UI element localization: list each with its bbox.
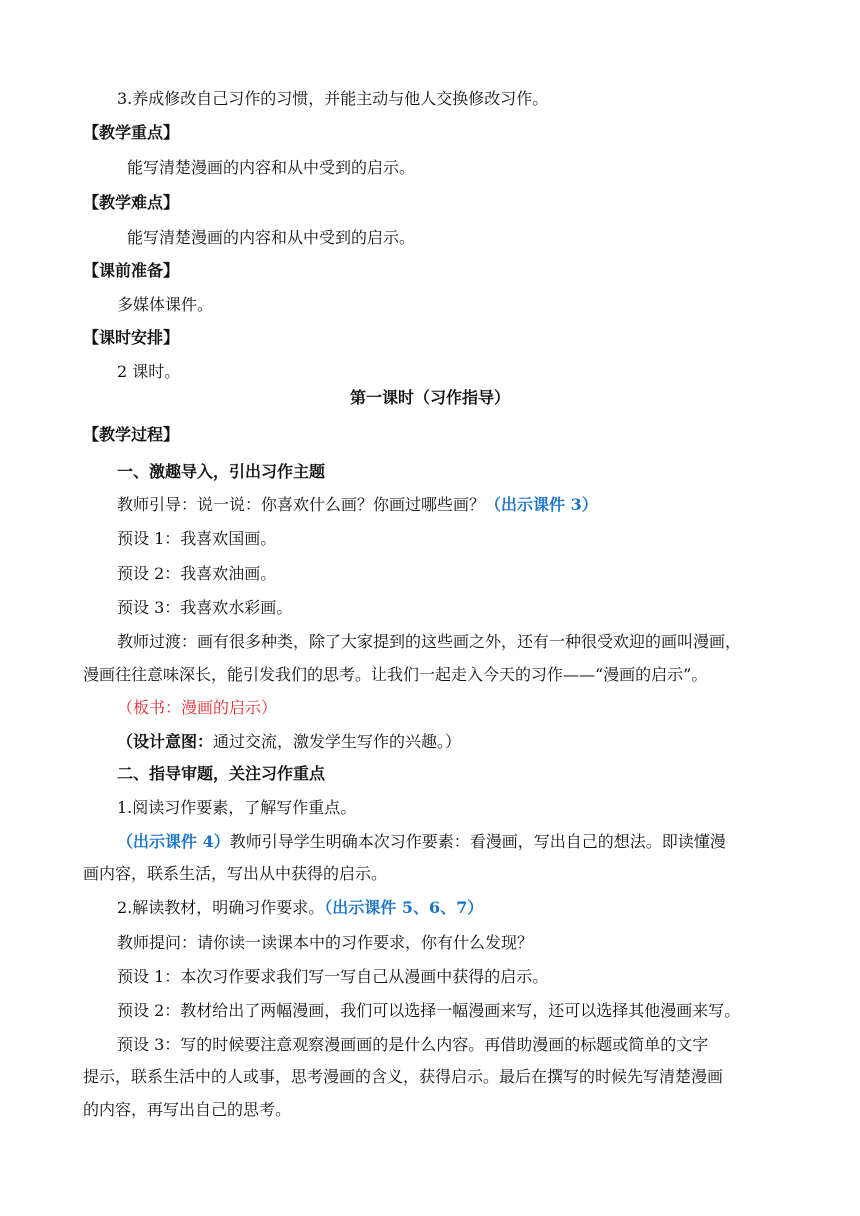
- section-2-title: 二、指导审题，关注习作重点: [117, 764, 326, 783]
- preset-response-3-line-1: 预设 3：写的时候要注意观察漫画画的是什么内容。再借助漫画的标题或简单的文字: [117, 1035, 709, 1054]
- preset-answer-3: 预设 3：我喜欢水彩画。: [117, 598, 293, 617]
- teaching-key-text: 能写清楚漫画的内容和从中受到的启示。: [127, 158, 416, 177]
- schedule-text: 2 课时。: [117, 362, 181, 381]
- section-1-title: 一、激趣导入，引出习作主题: [117, 462, 326, 481]
- heading-teaching-difficulty: 【教学难点】: [83, 193, 180, 212]
- preset-answer-2: 预设 2：我喜欢油画。: [117, 564, 277, 583]
- heading-teaching-key: 【教学重点】: [83, 123, 180, 142]
- courseware-tag-5-6-7: （出示课件 5、6、7）: [324, 898, 484, 917]
- heading-schedule: 【课时安排】: [83, 328, 180, 347]
- heading-preparation: 【课前准备】: [83, 261, 180, 280]
- preparation-text: 多媒体课件。: [117, 295, 214, 314]
- step-1-title: 1.阅读习作要素，了解写作重点。: [117, 798, 357, 817]
- courseware-tag-3: （出示课件 3）: [485, 495, 598, 514]
- board-note: （板书：漫画的启示）: [117, 698, 278, 717]
- design-intent-label: （设计意图：: [117, 732, 214, 751]
- teacher-transition-line-2: 漫画往往意味深长，能引发我们的思考。让我们一起走入今天的习作——“漫画的启示”。: [83, 665, 708, 684]
- preset-response-3-line-3: 的内容，再写出自己的思考。: [83, 1100, 292, 1119]
- teacher-transition-line-1: 教师过渡：画有很多种类，除了大家提到的这些画之外，还有一种很受欢迎的画叫漫画，: [117, 632, 742, 651]
- step-1-line-1: [117, 831, 726, 853]
- preset-response-3-line-2: 提示，联系生活中的人或事，思考漫画的含义，获得启示。最后在撰写的时候先写清楚漫画: [83, 1067, 724, 1086]
- lesson-title: 第一课时（习作指导）: [349, 388, 510, 407]
- step-2-line: [117, 897, 483, 919]
- design-intent-1: [117, 731, 461, 753]
- heading-process: 【教学过程】: [83, 425, 180, 444]
- courseware-tag-4: （出示课件 4）: [117, 832, 230, 851]
- preset-response-1: 预设 1：本次习作要求我们写一写自己从漫画中获得的启示。: [117, 967, 549, 986]
- objective-3: 3.养成修改自己习作的习惯，并能主动与他人交换修改习作。: [117, 89, 549, 108]
- teaching-difficulty-text: 能写清楚漫画的内容和从中受到的启示。: [127, 228, 416, 247]
- preset-answer-1: 预设 1：我喜欢国画。: [117, 529, 277, 548]
- step-1-line-2: 画内容，联系生活，写出从中获得的启示。: [83, 864, 388, 883]
- teacher-question-1-text: 教师引导：说一说：你喜欢什么画？你画过哪些画？: [117, 495, 486, 514]
- step-2-title: 2.解读教材，明确习作要求。: [117, 898, 325, 917]
- step-1-text-1: 教师引导学生明确本次习作要素：看漫画，写出自己的想法。即读懂漫: [229, 832, 726, 851]
- preset-response-2: 预设 2：教材给出了两幅漫画，我们可以选择一幅漫画来写，还可以选择其他漫画来写。: [117, 1001, 741, 1020]
- teacher-question-1: [117, 494, 598, 516]
- teacher-question-2: 教师提问：请你读一读课本中的习作要求，你有什么发现？: [117, 933, 534, 952]
- design-intent-text: 通过交流，激发学生写作的兴趣。）: [213, 732, 462, 751]
